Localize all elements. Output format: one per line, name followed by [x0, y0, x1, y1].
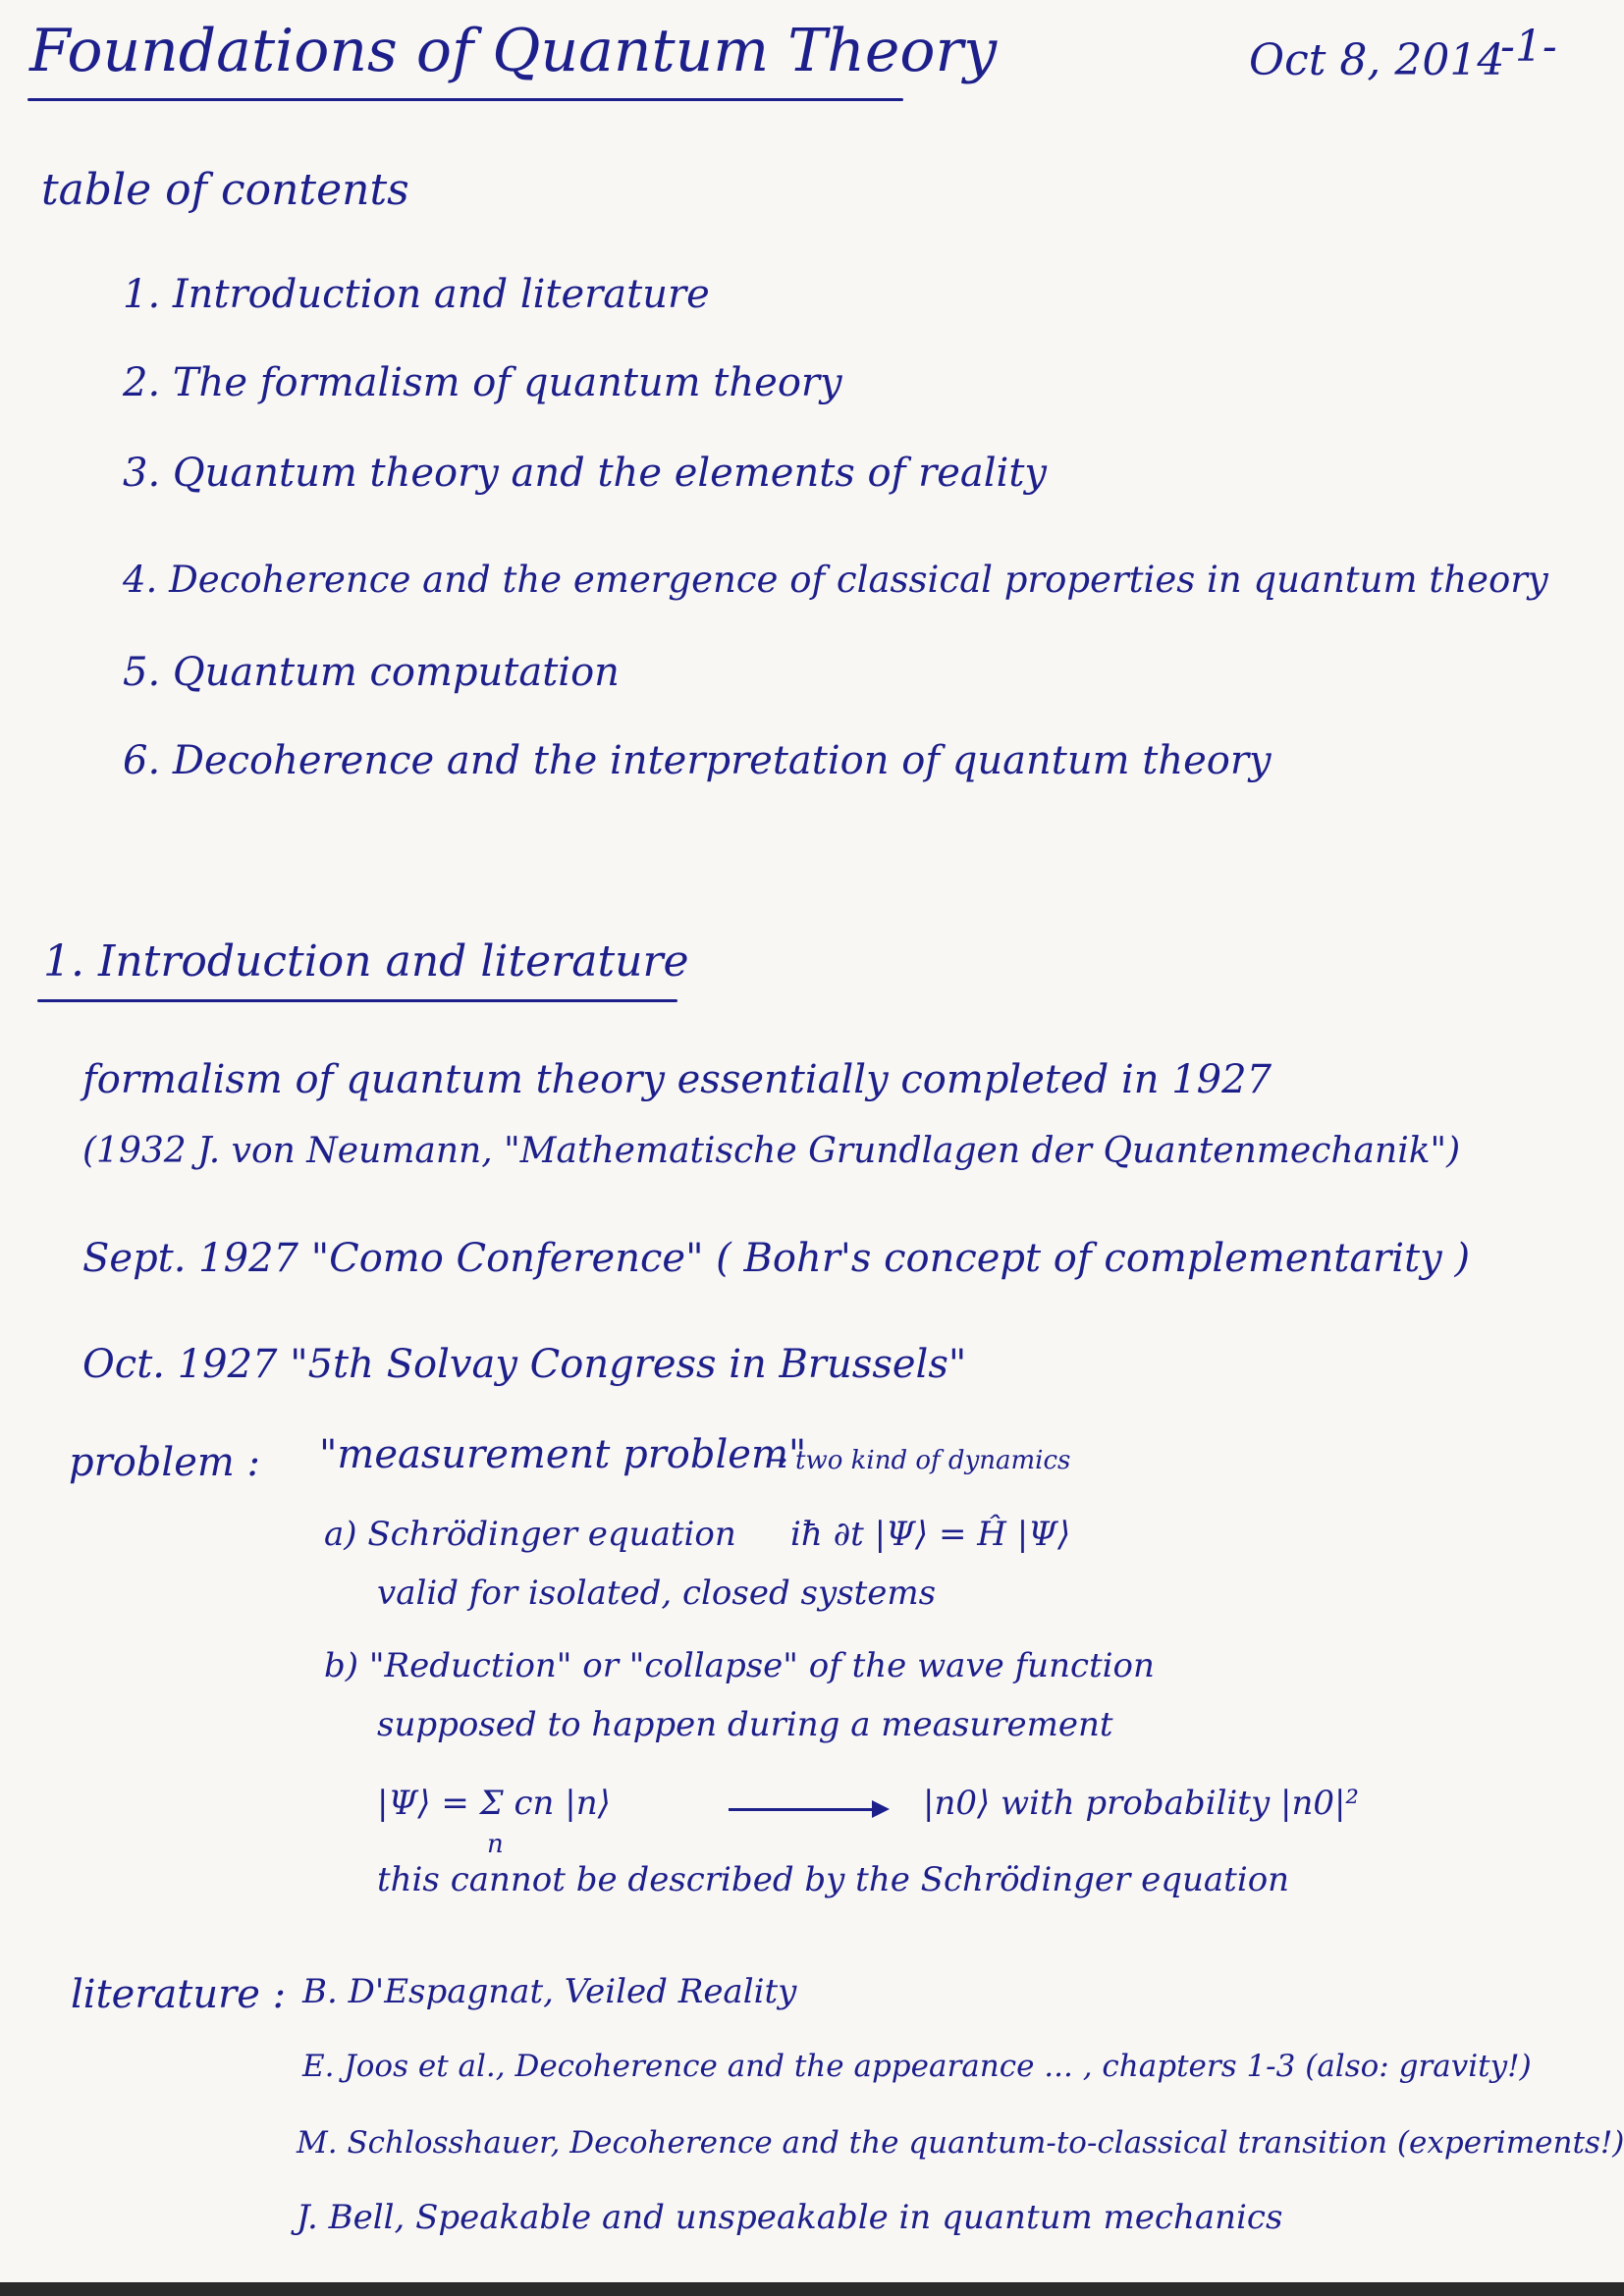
toc-item: 4. Decoherence and the emergence of classical properties in quantum theory — [123, 559, 1548, 601]
schrodinger-note: valid for isolated, closed systems — [377, 1574, 937, 1613]
page-title: Foundations of Quantum Theory — [29, 17, 998, 85]
scan-bottom-edge — [0, 2282, 1624, 2296]
title-underline — [27, 98, 903, 101]
literature-item: E. Joos et al., Decoherence and the appearance ... , chapters 1-3 (also: gravity!) — [302, 2049, 1532, 2084]
measurement-problem: "measurement problem" — [319, 1432, 807, 1477]
collapse-equation-right: |n0⟩ with probability |n0|² — [923, 1784, 1360, 1823]
section-heading-underline — [37, 999, 677, 1002]
collapse-conclusion: this cannot be described by the Schrödinger equation — [377, 1860, 1290, 1899]
literature-label: literature : — [71, 1972, 287, 2017]
toc-item: 5. Quantum computation — [123, 650, 620, 695]
collapse-note: supposed to happen during a measurement — [377, 1705, 1113, 1744]
body-line: Oct. 1927 "5th Solvay Congress in Brussels" — [82, 1342, 967, 1387]
section-heading: 1. Introduction and literature — [43, 936, 689, 987]
collapse-arrow-line — [729, 1808, 876, 1811]
page-date: Oct 8, 2014 — [1249, 35, 1505, 85]
toc-item: 6. Decoherence and the interpretation of quantum theory — [123, 738, 1272, 783]
collapse-arrow-head — [872, 1800, 890, 1818]
schrodinger-label: a) Schrödinger equation — [324, 1515, 736, 1554]
schrodinger-equation: iħ ∂t |Ψ⟩ = Ĥ |Ψ⟩ — [790, 1515, 1071, 1554]
literature-item: B. D'Espagnat, Veiled Reality — [302, 1972, 797, 2011]
sum-index: n — [487, 1830, 504, 1859]
literature-item: J. Bell, Speakable and unspeakable in quantum mechanics — [297, 2198, 1283, 2237]
literature-item: M. Schlosshauer, Decoherence and the quantum-to-classical transition (experiments!) — [297, 2125, 1624, 2161]
page-number: -1- — [1500, 22, 1557, 72]
toc-item: 2. The formalism of quantum theory — [123, 360, 842, 405]
collapse-label: b) "Reduction" or "collapse" of the wave function — [324, 1646, 1155, 1685]
collapse-equation-left: |Ψ⟩ = Σ cn |n⟩ — [377, 1784, 611, 1823]
problem-label: problem : — [69, 1440, 260, 1485]
body-line: Sept. 1927 "Como Conference" ( Bohr's concept of complementarity ) — [82, 1236, 1471, 1281]
dynamics-note: → two kind of dynamics — [766, 1446, 1071, 1475]
toc-item: 1. Introduction and literature — [123, 272, 710, 317]
body-line: formalism of quantum theory essentially completed in 1927 — [82, 1057, 1272, 1102]
body-line: (1932 J. von Neumann, "Mathematische Grundlagen der Quantenmechanik") — [82, 1131, 1461, 1171]
toc-heading: table of contents — [41, 165, 409, 215]
toc-item: 3. Quantum theory and the elements of reality — [123, 451, 1048, 496]
